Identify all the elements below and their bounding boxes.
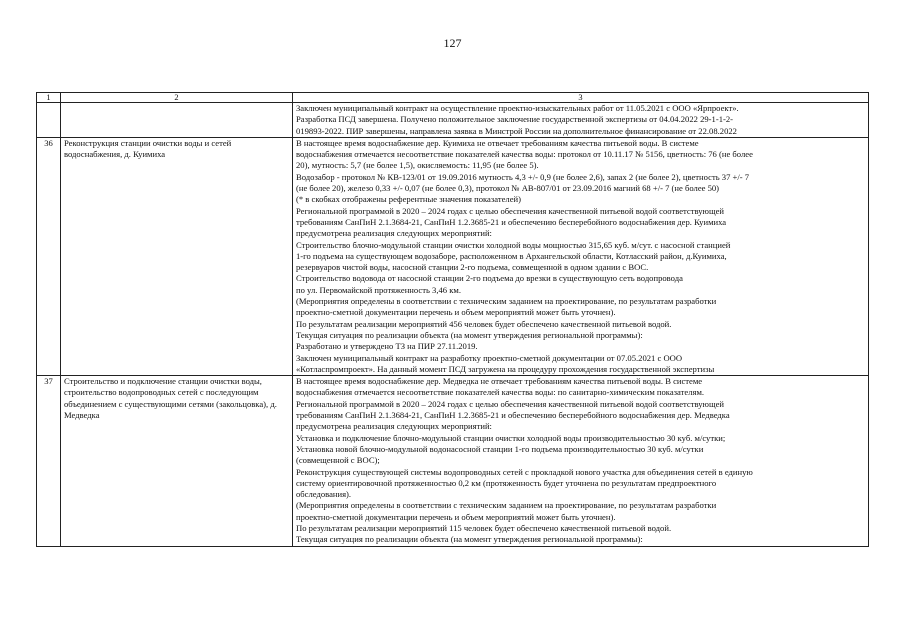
description-line: по ул. Первомайской протяженность 3,46 км. — [296, 284, 461, 295]
object-name — [61, 103, 293, 138]
description-line: В настоящее время водоснабжение дер. Медведка не отвечает требованиям качества питьевой воды. В системе — [296, 376, 703, 387]
description-line: Заключен муниципальный контракт на разработку проектно-сметной документации от 07.05.2021 с ООО — [296, 352, 683, 363]
measures-table — [36, 92, 869, 547]
description-line: Реконструкция существующей системы водопроводных сетей с прокладкой нового участка для объединения сетей в единую — [296, 466, 753, 477]
page-number: 127 — [443, 36, 462, 50]
description-line: (совмещенной с ВОС); — [296, 455, 380, 466]
description-line: предусмотрена реализация следующих мероприятий: — [296, 421, 492, 432]
description-line: Установка новой блочно-модульной водонасосной станции 1-го подъема производительностью 30 куб. м/сутки — [296, 443, 704, 454]
description-line: Строительство блочно-модульной станции очистки холодной воды мощностью 315,65 куб. м/сут. с насосной станцией — [296, 239, 731, 250]
measures-description — [293, 137, 869, 375]
description-line: требованиям СанПиН 2.1.3684-21, СанПиН 1.2.3685-21 и обеспечению бесперебойного водоснабжения дер. Куимиха — [296, 216, 727, 227]
header-cell-1: 1 — [37, 93, 61, 103]
description-line: водоснабжения отмечается несоответствие показателей качества воды: по санитарно-химическим показателям. — [296, 387, 705, 398]
description-line: Текущая ситуация по реализации объекта (на момент утверждения региональной программы): — [296, 329, 643, 340]
description-line: (* в скобках отображены референтные значения показателей) — [296, 194, 521, 205]
measures-description — [293, 376, 869, 546]
description-line: 20), мутность: 5,7 (не более 1,5), окисляемость: 11,95 (не более 5). — [296, 160, 539, 171]
description-line: Заключен муниципальный контракт на осуществление проектно-изыскательных работ от 11.05.2021 с ООО «Ярпроект». — [296, 103, 739, 113]
description-line: водоснабжения отмечается несоответствие показателей качества воды: протокол от 10.11.17 № 5156, цветность: 76 (не более — [296, 149, 753, 160]
description-line: проектно-сметной документации перечень и объем мероприятий может быть уточнен). — [296, 511, 616, 522]
row-number — [37, 103, 61, 138]
description-line: Региональной программой в 2020 – 2024 годах с целью обеспечения качественной питьевой водой соответствующей — [296, 205, 724, 216]
description-line: Водозабор - протокол № КВ-123/01 от 19.09.2016 мутность 4,3 +/- 0,9 (не более 2,6), запах 2 (не более 2), цветность 37 +/- 7 — [296, 171, 750, 182]
object-name: Строительство и подключение станции очистки воды, строительство водопроводных сетей с последующим объединением с существующими сетями (закольцовка), д. Медведка — [61, 376, 293, 546]
description-line: предусмотрена реализация следующих мероприятий: — [296, 228, 492, 239]
description-line: проектно-сметной документации перечень и объем мероприятий может быть уточнен). — [296, 307, 616, 318]
description-line: Строительство водовода от насосной станции 2-го подъема до врезки в существующую сеть водопровода — [296, 273, 683, 284]
description-line: (Мероприятия определены в соответствии с техническим заданием на проектирование, по результатам разработки — [296, 500, 717, 511]
description-line: Разработано и утверждено ТЗ на ПИР 27.11.2019. — [296, 341, 478, 352]
description-line: 019893-2022. ПИР завершены, направлена заявка в Минстрой России на дополнительное финансирование от 22.08.2022 — [296, 125, 737, 136]
description-line: Региональной программой в 2020 – 2024 годах с целью обеспечения качественной питьевой водой соответствующей — [296, 398, 724, 409]
row-number: 37 — [37, 376, 61, 546]
header-cell-2: 2 — [61, 93, 293, 103]
table-row — [37, 103, 869, 138]
description-line: (Мероприятия определены в соответствии с техническим заданием на проектирование, по результатам разработки — [296, 296, 717, 307]
description-line: 1-го подъема на существующем водозаборе, расположенном в Архангельской области, Котласский район, д.Куимиха, — [296, 250, 727, 261]
description-line: требованиям СанПиН 2.1.3684-21, СанПиН 1.2.3685-21 и обеспечению бесперебойного водоснабжения дер. Медведка — [296, 410, 730, 421]
table-row — [37, 137, 869, 375]
table-row — [37, 376, 869, 546]
description-line: систему ориентировочной протяженностью 0,2 км (протяженность будет уточнена по результатам предпроектного — [296, 477, 717, 488]
measures-description — [293, 103, 869, 138]
description-line: Разработка ПСД завершена. Получено положительное заключение государственной экспертизы от 04.04.2022 29-1-1-2- — [296, 114, 734, 125]
description-line: По результатам реализации мероприятий 456 человек будет обеспечено качественной питьевой водой. — [296, 318, 672, 329]
description-line: По результатам реализации мероприятий 115 человек будет обеспечено качественной питьевой водой. — [296, 522, 672, 533]
row-number: 36 — [37, 137, 61, 375]
object-name: Реконструкция станции очистки воды и сетей водоснабжения, д. Куимиха — [61, 137, 293, 375]
description-line: Текущая ситуация по реализации объекта (на момент утверждения региональной программы): — [296, 534, 643, 545]
description-line: Установка и подключение блочно-модульной станции очистки холодной воды производительностью 30 куб. м/сутки; — [296, 432, 726, 443]
description-line: «Котласпромпроект». На данный момент ПСД загружена на процедуру прохождения государственной экспертизы — [296, 363, 715, 374]
header-cell-3: 3 — [293, 93, 869, 103]
description-line: В настоящее время водоснабжение дер. Куимиха не отвечает требованиям качества питьевой воды. В системе — [296, 137, 699, 148]
description-line: обследования). — [296, 489, 352, 500]
table-header-row — [37, 93, 869, 103]
description-line: (не более 20), железо 0,33 +/- 0,07 (не более 0,3), протокол № АВ-807/01 от 23.09.2016 магний 68 +/- 7 (не более 50) — [296, 183, 720, 194]
description-line: резервуаров чистой воды, насосной станции 2-го подъема, совмещенной в одном здании с ВОС. — [296, 262, 649, 273]
